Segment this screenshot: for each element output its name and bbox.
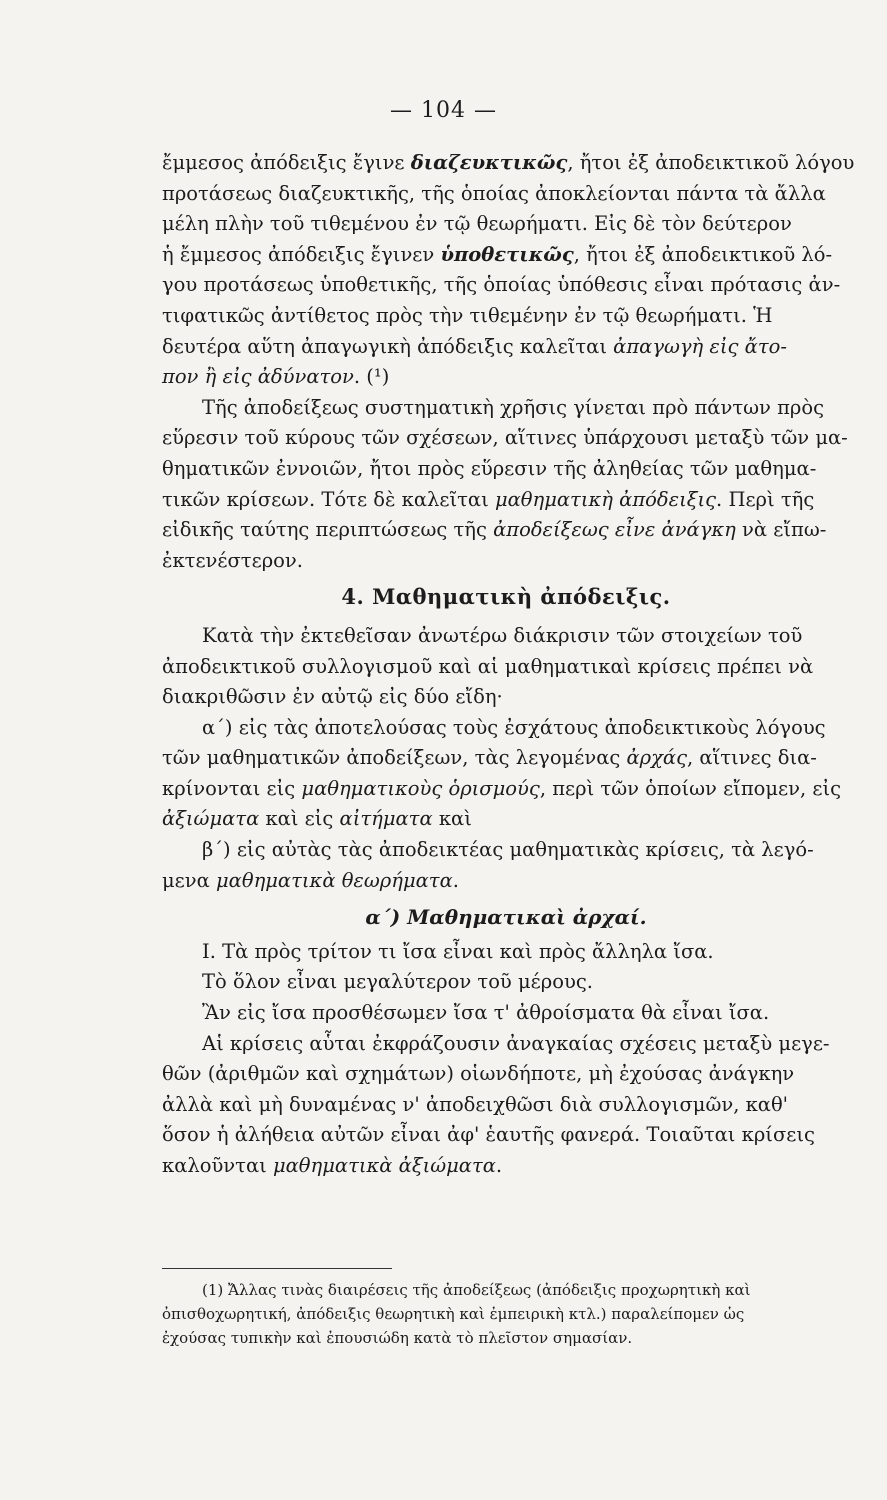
text-line: Αἱ κρίσεις αὗται ἐκφράζουσιν ἀναγκαίας σχέσεις μεταξὺ μεγε- [202,1031,830,1055]
text-line: προτάσεως διαζευκτικῆς, τῆς ὁποίας ἀποκλείονται πάντα τὰ ἄλλα [162,181,826,205]
text-line: γου προτάσεως ὑποθετικῆς, τῆς ὁποίας ὑπόθεσις εἶναι πρότασις ἀν- [162,273,841,297]
text-line: ἔμμεσος ἀπόδειξις ἔγινε διαζευκτικῶς, ἤτοι ἐξ ἀποδεικτικοῦ λόγου [162,151,855,174]
axiom-item: Ἂν εἰς ἴσα προσθέσωμεν ἴσα τ' ἀθροίσματα θὰ εἶναι ἴσα. [202,1001,770,1025]
text-line: θῶν (ἀριθμῶν καὶ σχημάτων) οἱωνδήποτε, μὴ ἐχούσας ἀνάγκην [162,1062,795,1086]
text-line: Τῆς ἀποδείξεως συστηματικὴ χρῆσις γίνεται πρὸ πάντων πρὸς [202,395,825,419]
footnote-line: (1) Ἄλλας τινὰς διαιρέσεις τῆς ἀποδείξεως (ἀπόδειξις προχωρητικὴ καὶ [202,1281,751,1299]
text-line: ἀξιώματα καὶ εἰς αἰτήματα καὶ [162,807,472,831]
text-line: τικῶν κρίσεων. Τότε δὲ καλεῖται μαθηματικὴ ἀπόδειξις. Περὶ τῆς [162,487,815,511]
paragraph-axioms [162,1029,850,1182]
text-line: τῶν μαθηματικῶν ἀποδείξεων, τὰς λεγομένας ἀρχάς, αἵτινες δια- [162,746,817,770]
footnote-line: ὀπισθοχωρητική, ἀπόδειξις θεωρητικὴ καὶ ἐμπειρικὴ κτλ.) παραλείπομεν ὡς [162,1305,745,1323]
text-line: διακριθῶσιν ἐν αὐτῷ εἰς δύο εἴδη· [162,685,503,709]
text-line: θηματικῶν ἐννοιῶν, ἤτοι πρὸς εὕρεσιν τῆς ἀληθείας τῶν μαθημα- [162,456,817,480]
text-line: ἀλλὰ καὶ μὴ δυναμένας ν' ἀποδειχθῶσι διὰ συλλογισμῶν, καθ' [162,1092,789,1116]
text-line: ἐκτενέστερον. [162,548,303,572]
axiom-item: Τὸ ὅλον εἶναι μεγαλύτερον τοῦ μέρους. [202,970,593,994]
paragraph-distinction [162,621,850,713]
text-line: ὅσον ἡ ἀλήθεια αὐτῶν εἶναι ἀφ' ἑαυτῆς φανερά. Τοιαῦται κρίσεις [162,1123,815,1147]
text-line: τιφατικῶς ἀντίθετος πρὸς τὴν τιθεμένην ἐν τῷ θεωρήματι. Ἡ [162,303,773,327]
main-text [162,148,855,1182]
section-heading: 4. Μαθηματικὴ ἀπόδειξις. [341,584,671,610]
text-line: ἀποδεικτικοῦ συλλογισμοῦ καὶ αἱ μαθηματικαὶ κρίσεις πρέπει νὰ [162,654,814,678]
text-line: δευτέρα αὕτη ἀπαγωγικὴ ἀπόδειξις καλεῖται ἀπαγωγὴ εἰς ἄτο- [162,334,787,358]
text-line: μενα μαθηματικὰ θεωρήματα. [162,868,459,892]
subsection-heading: α΄) Μαθηματικαὶ ἀρχαί. [365,905,647,930]
axiom-list [162,937,850,1029]
page-number: — 104 — [390,98,497,123]
text-line: α΄) εἰς τὰς ἀποτελούσας τοὺς ἐσχάτους ἀποδεικτικοὺς λόγους [202,715,826,739]
paragraph-theorems [162,835,850,896]
text-line: εἰδικῆς ταύτης περιπτώσεως τῆς ἀποδείξεως εἶνε ἀνάγκη νὰ εἴπω- [162,518,827,542]
text-line: β΄) εἰς αὐτὰς τὰς ἀποδεικτέας μαθηματικὰς κρίσεις, τὰ λεγό- [202,838,814,862]
footnote-line: ἐχούσας τυπικὴν καὶ ἐπουσιώδη κατὰ τὸ πλεῖστον σημασίαν. [162,1329,633,1347]
text-line: ἡ ἔμμεσος ἀπόδειξις ἔγινεν ὑποθετικῶς, ἤτοι ἐξ ἀποδεικτικοῦ λό- [162,242,833,266]
text-line: Κατὰ τὴν ἐκτεθεῖσαν ἀνωτέρω διάκρισιν τῶν στοιχείων τοῦ [202,623,803,647]
text-line: καλοῦνται μαθηματικὰ ἀξιώματα. [162,1154,503,1177]
paragraph-indirect-proof [162,148,855,393]
text-line: εὕρεσιν τοῦ κύρους τῶν σχέσεων, αἵτινες ὑπάρχουσι μεταξὺ τῶν μα- [162,426,848,450]
footnote-divider [162,1268,392,1269]
text-line: κρίνονται εἰς μαθηματικοὺς ὁρισμούς, περὶ τῶν ὁποίων εἴπομεν, εἰς [162,776,842,800]
text-line: πον ἢ εἰς ἀδύνατον. (¹) [162,365,390,389]
paragraph-systematic-use [162,393,850,577]
paragraph-principles [162,713,850,835]
footnote-ref[interactable]: . (¹) [353,365,390,389]
text-line: μέλη πλὴν τοῦ τιθεμένου ἐν τῷ θεωρήματι. Εἰς δὲ τὸν δεύτερον [162,212,792,236]
footnote [162,1278,852,1350]
axiom-item: I. Τὰ πρὸς τρίτον τι ἴσα εἶναι καὶ πρὸς ἄλληλα ἴσα. [202,939,714,963]
